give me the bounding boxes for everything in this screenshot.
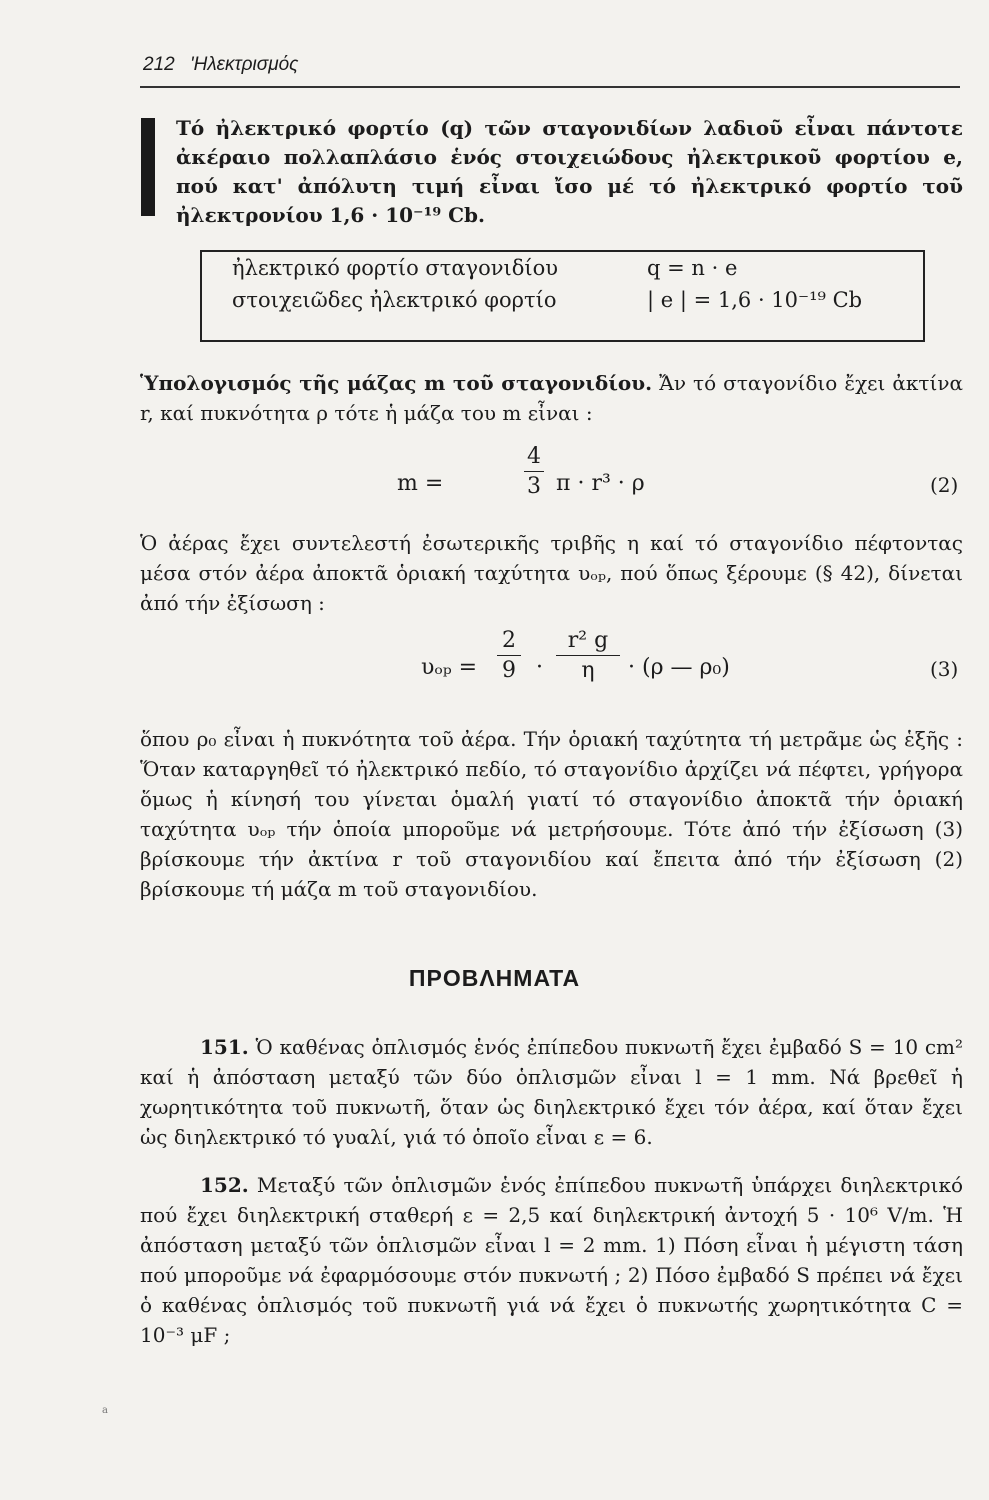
eq3-numerator-2: r² g [567, 628, 609, 653]
eq2-number: (2) [930, 473, 959, 497]
problem-151 [140, 1032, 963, 1152]
eq3-dot: · [536, 655, 543, 680]
intro-statement: Τό ἠλεκτρικό φορτίο (q) τῶν σταγονιδίων λαδιοῦ εἶναι πάντοτε ἀκέραιο πολλαπλάσιο ἑνός στοιχειώδους ἠλεκτρικοῦ φορτίου e, πού κατ' ἀπόλυτη τιμή εἶναι ἴσο μέ τό ἠλεκτρικό φορτίο τοῦ ἠλεκτρονίου 1,6 · 10⁻¹⁹ Cb. [176, 116, 963, 227]
eq3-fraction-bar-1 [497, 655, 521, 656]
header-rule [140, 86, 960, 88]
air-resistance-paragraph: Ὁ ἀέρας ἔχει συντελεστή ἐσωτερικῆς τριβῆς η καί τό σταγονίδιο πέφτοντας μέσα στόν ἀέρα ἀποκτᾶ ὁριακή ταχύτητα υₒₚ, πού ὅπως ξέρουμε (§ 42), δίνεται ἀπό τήν ἐξίσωση : [140, 531, 963, 615]
chapter-title: 'Ηλεκτρισμός [189, 54, 299, 75]
mass-calculation-text: Ἄν τό σταγονίδιο ἔχει ἀκτίνα r, καί πυκνότητα ρ τότε ἡ μάζα του m εἶναι : [140, 371, 963, 425]
definition-label: ἠλεκτρικό φορτίο σταγονιδίου [232, 256, 559, 280]
eq3-denominator-1: 9 [502, 658, 516, 683]
page-number: 212 [143, 54, 175, 75]
eq2-fraction-bar [524, 471, 544, 472]
eq3-fraction-2 [556, 628, 620, 684]
definition-value: | e | = 1,6 · 10⁻¹⁹ Cb [647, 288, 863, 312]
mass-calculation-paragraph [140, 368, 963, 428]
eq2-lhs: m = [397, 471, 444, 496]
eq3-numerator-1: 2 [502, 628, 516, 653]
eq3-rhs: · (ρ — ρ₀) [628, 655, 730, 680]
page-header [143, 54, 298, 76]
eq3-number: (3) [930, 657, 959, 681]
mass-calculation-heading: Ὑπολογισμός τῆς μάζας m τοῦ σταγονιδίου. [140, 371, 653, 395]
eq2-fraction [524, 444, 544, 500]
eq2-numerator: 4 [527, 444, 541, 469]
definition-value: q = n · e [647, 256, 738, 280]
problem-text: Μεταξύ τῶν ὁπλισμῶν ἑνός ἐπίπεδου πυκνωτῆ ὑπάρχει διηλεκτρικό πού ἔχει διηλεκτρική σταθερή ε = 2,5 καί διηλεκτρική ἀντοχή 5 · 10⁶ V/m. Ἡ ἀπόσταση μεταξύ τῶν ὁπλισμῶν εἶναι l = 2 mm. 1) Πόση εἶναι ἡ μέγιστη τάση πού μποροῦμε νά ἐφαρμόσουμε στόν πυκνωτή ; 2) Πόσο ἐμβαδό S πρέπει νά ἔχει ὁ καθένας ὁπλισμός τοῦ πυκνωτῆ γιά νά ἔχει ὁ πυκνωτής χωρητικότητα C = 10⁻³ μF ; [140, 1173, 963, 1347]
problem-text: Ὁ καθένας ὁπλισμός ἑνός ἐπίπεδου πυκνωτῆ ἔχει ἐμβαδό S = 10 cm² καί ἡ ἀπόσταση μεταξύ τῶν δύο ὁπλισμῶν εἶναι l = 1 mm. Νά βρεθεῖ ἡ χωρητικότητα τοῦ πυκνωτῆ, ὅταν ὡς διηλεκτρικό ἔχει τόν ἀέρα, καί ὅταν ἔχει ὡς διηλεκτρικό τό γυαλί, γιά τό ὁποῖο εἶναι ε = 6. [140, 1035, 963, 1149]
problem-152 [140, 1170, 963, 1350]
definition-label: στοιχειῶδες ἠλεκτρικό φορτίο [232, 288, 557, 312]
eq3-lhs: υₒₚ = [421, 655, 478, 680]
eq3-fraction-1 [497, 628, 521, 684]
problems-section-title: ΠΡΟΒΛΗΜΑΤΑ [408, 965, 581, 991]
sidebar-bar [141, 118, 155, 216]
problem-number: 151. [200, 1035, 249, 1059]
margin-mark: a [102, 1405, 108, 1416]
eq2-denominator: 3 [527, 474, 541, 499]
eq3-fraction-bar-2 [556, 655, 620, 656]
eq3-denominator-2: η [581, 658, 595, 683]
problem-number: 152. [200, 1173, 249, 1197]
terminal-velocity-paragraph: ὅπου ρ₀ εἶναι ἡ πυκνότητα τοῦ ἀέρα. Τήν ὁριακή ταχύτητα τή μετρᾶμε ὡς ἑξῆς : Ὅταν καταργηθεῖ τό ἠλεκτρικό πεδίο, τό σταγονίδιο ἀρχίζει νά πέφτει, γρήγορα ὅμως ἡ κίνησή του γίνεται ὁμαλή γιατί τό σταγονίδιο ἀποκτᾶ τήν ὁριακή ταχύτητα υₒₚ τήν ὁποία μποροῦμε νά μετρήσουμε. Τότε ἀπό τήν ἐξίσωση (3) βρίσκουμε τήν ἀκτίνα r τοῦ σταγονιδίου καί ἔπειτα ἀπό τήν ἐξίσωση (2) βρίσκουμε τή μάζα m τοῦ σταγονιδίου. [140, 727, 963, 901]
eq2-rhs: π · r³ · ρ [556, 471, 645, 496]
definition-box [200, 250, 925, 342]
